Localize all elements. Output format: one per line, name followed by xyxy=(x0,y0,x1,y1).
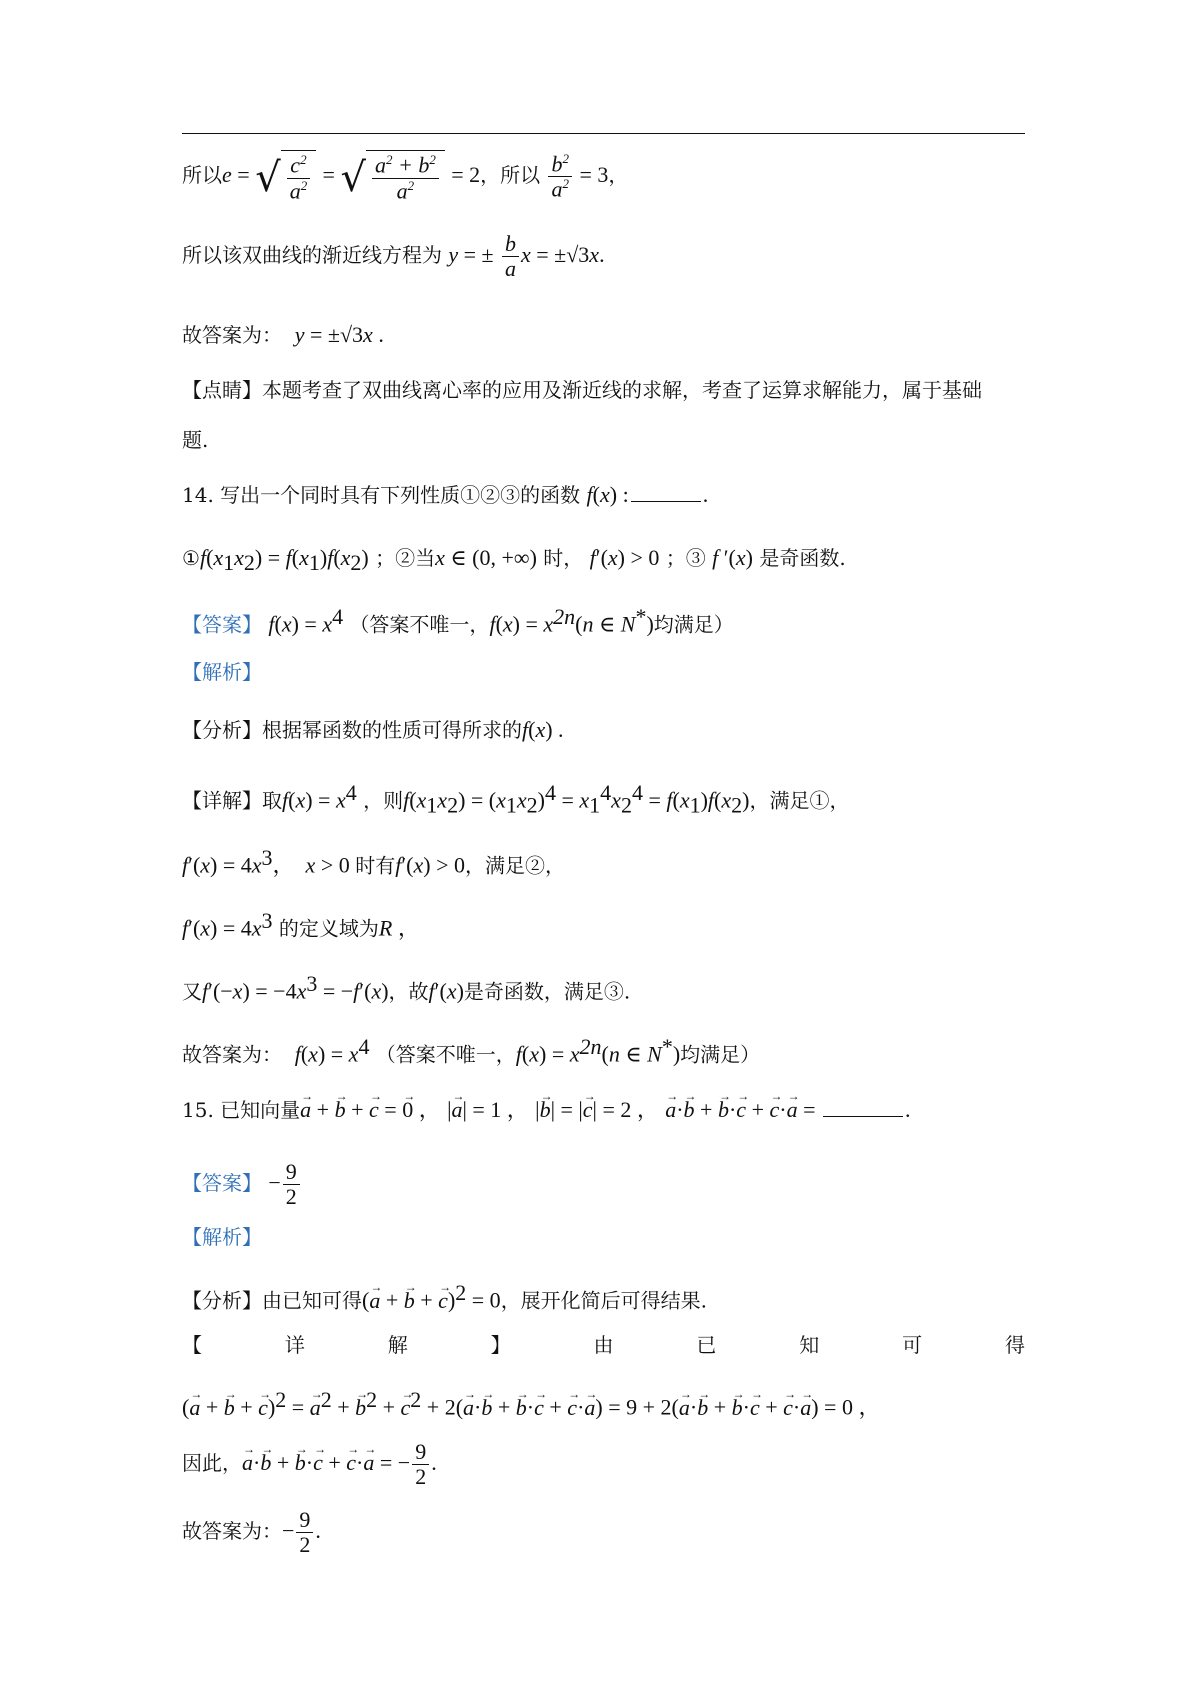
derivative-line: $f'(x) = 4x^3$， x > 0 时有f′(x) > 0，满足②， xyxy=(182,845,565,878)
answer-14: 【答案】 $f(x) = x^4$ （答案不唯一，$f(x) = x^{2n}(n$ ∈ N*)均满足） xyxy=(182,604,734,637)
answer-line-15: 故答案为：− $\frac{9}{2}$ . xyxy=(182,1507,321,1558)
fenxi-15: 【分析】由已知可得(→ a + → b + → c)$^2$ = 0，展开化简后可得结果. xyxy=(182,1278,707,1316)
therefore-line: 因此，→ a·→ b + → b·→ c + → c·→ a = − $\frac{9}{2}$ . xyxy=(182,1440,437,1489)
answer-line-14: 故答案为： $f(x) = x^4$ （答案不唯一，$f(x) = x^{2n}(n$ ∈ N*)均满足） xyxy=(182,1034,761,1067)
answer-15: 【答案】 − $\frac{9}{2}$ xyxy=(182,1160,302,1209)
analysis-label-15: 【解析】 xyxy=(182,1225,262,1249)
question-15: 15. 已知向量→ a + → b + → c = → 0 ， |→ a| = 1 ， |→ b| = |→ c| = 2 ， → a·→ b + → b·→ c + → c·→ a = . xyxy=(182,1095,911,1125)
asymptote-line: 所以该双曲线的渐近线方程为 y = ± $\frac{b}{a}$ x = ±√3x. xyxy=(182,231,605,282)
question-14-conditions: $①f(x_1x_2) = f(x_1)f(x_2)$ ；②当x ∈ (0, +∞) 时， f′(x) > 0 ；③ f ′(x) 是奇函数. xyxy=(182,545,846,575)
question-14: 14. 写出一个同时具有下列性质①②③的函数 f(x) : . xyxy=(182,482,709,507)
xiangjie-14: 【详解】取$f(x) = x^4$ ，则$f(x_1x_2) = (x_1x_2)^4 = x_1^4x_2^4 = f(x_1)f(x_2)$，满足①， xyxy=(182,780,850,818)
xiangjie-15-header: 【 详 解 】 由 已 知 可 得 xyxy=(182,1333,1025,1357)
answer-label: 【答案】 xyxy=(182,612,262,637)
fenxi-14: 【分析】根据幂函数的性质可得所求的f(x) . xyxy=(182,717,564,742)
expansion-line: (→ a + → b + → c)$^2$ = → $a^2$ + → $b^2$ + → $c^2 + 2(\to a\cdot\to b$ + → b·→ c + → c·→ a) = 9 + 2(→ a·→ b + → b·→ c + → c·→ a) = 0 ， xyxy=(182,1385,880,1423)
domain-line: $f'(x) = 4x^3$ 的定义域为R ， xyxy=(182,908,420,941)
eccentricity-line: 所以e = √ $\frac{c^2}{a^2}$ = √ $\frac{a^2 + b^2}{a^2}$ = 2，所以 $\frac{b^2}{a^2}$ = 3， xyxy=(182,150,629,203)
header-rule xyxy=(182,133,1025,134)
dianjing-note: 【点睛】本题考查了双曲线离心率的应用及渐近线的求解，考查了运算求解能力，属于基础 xyxy=(182,378,982,402)
analysis-label-14: 【解析】 xyxy=(182,660,262,684)
answer-line-13: 故答案为： y = ±√3x . xyxy=(182,322,384,347)
odd-function-line: 又$f'(-x) = -4x^3 = -f'(x)$，故f′(x)是奇函数，满足③. xyxy=(182,971,631,1004)
dianjing-note-cont: 题. xyxy=(182,428,209,452)
